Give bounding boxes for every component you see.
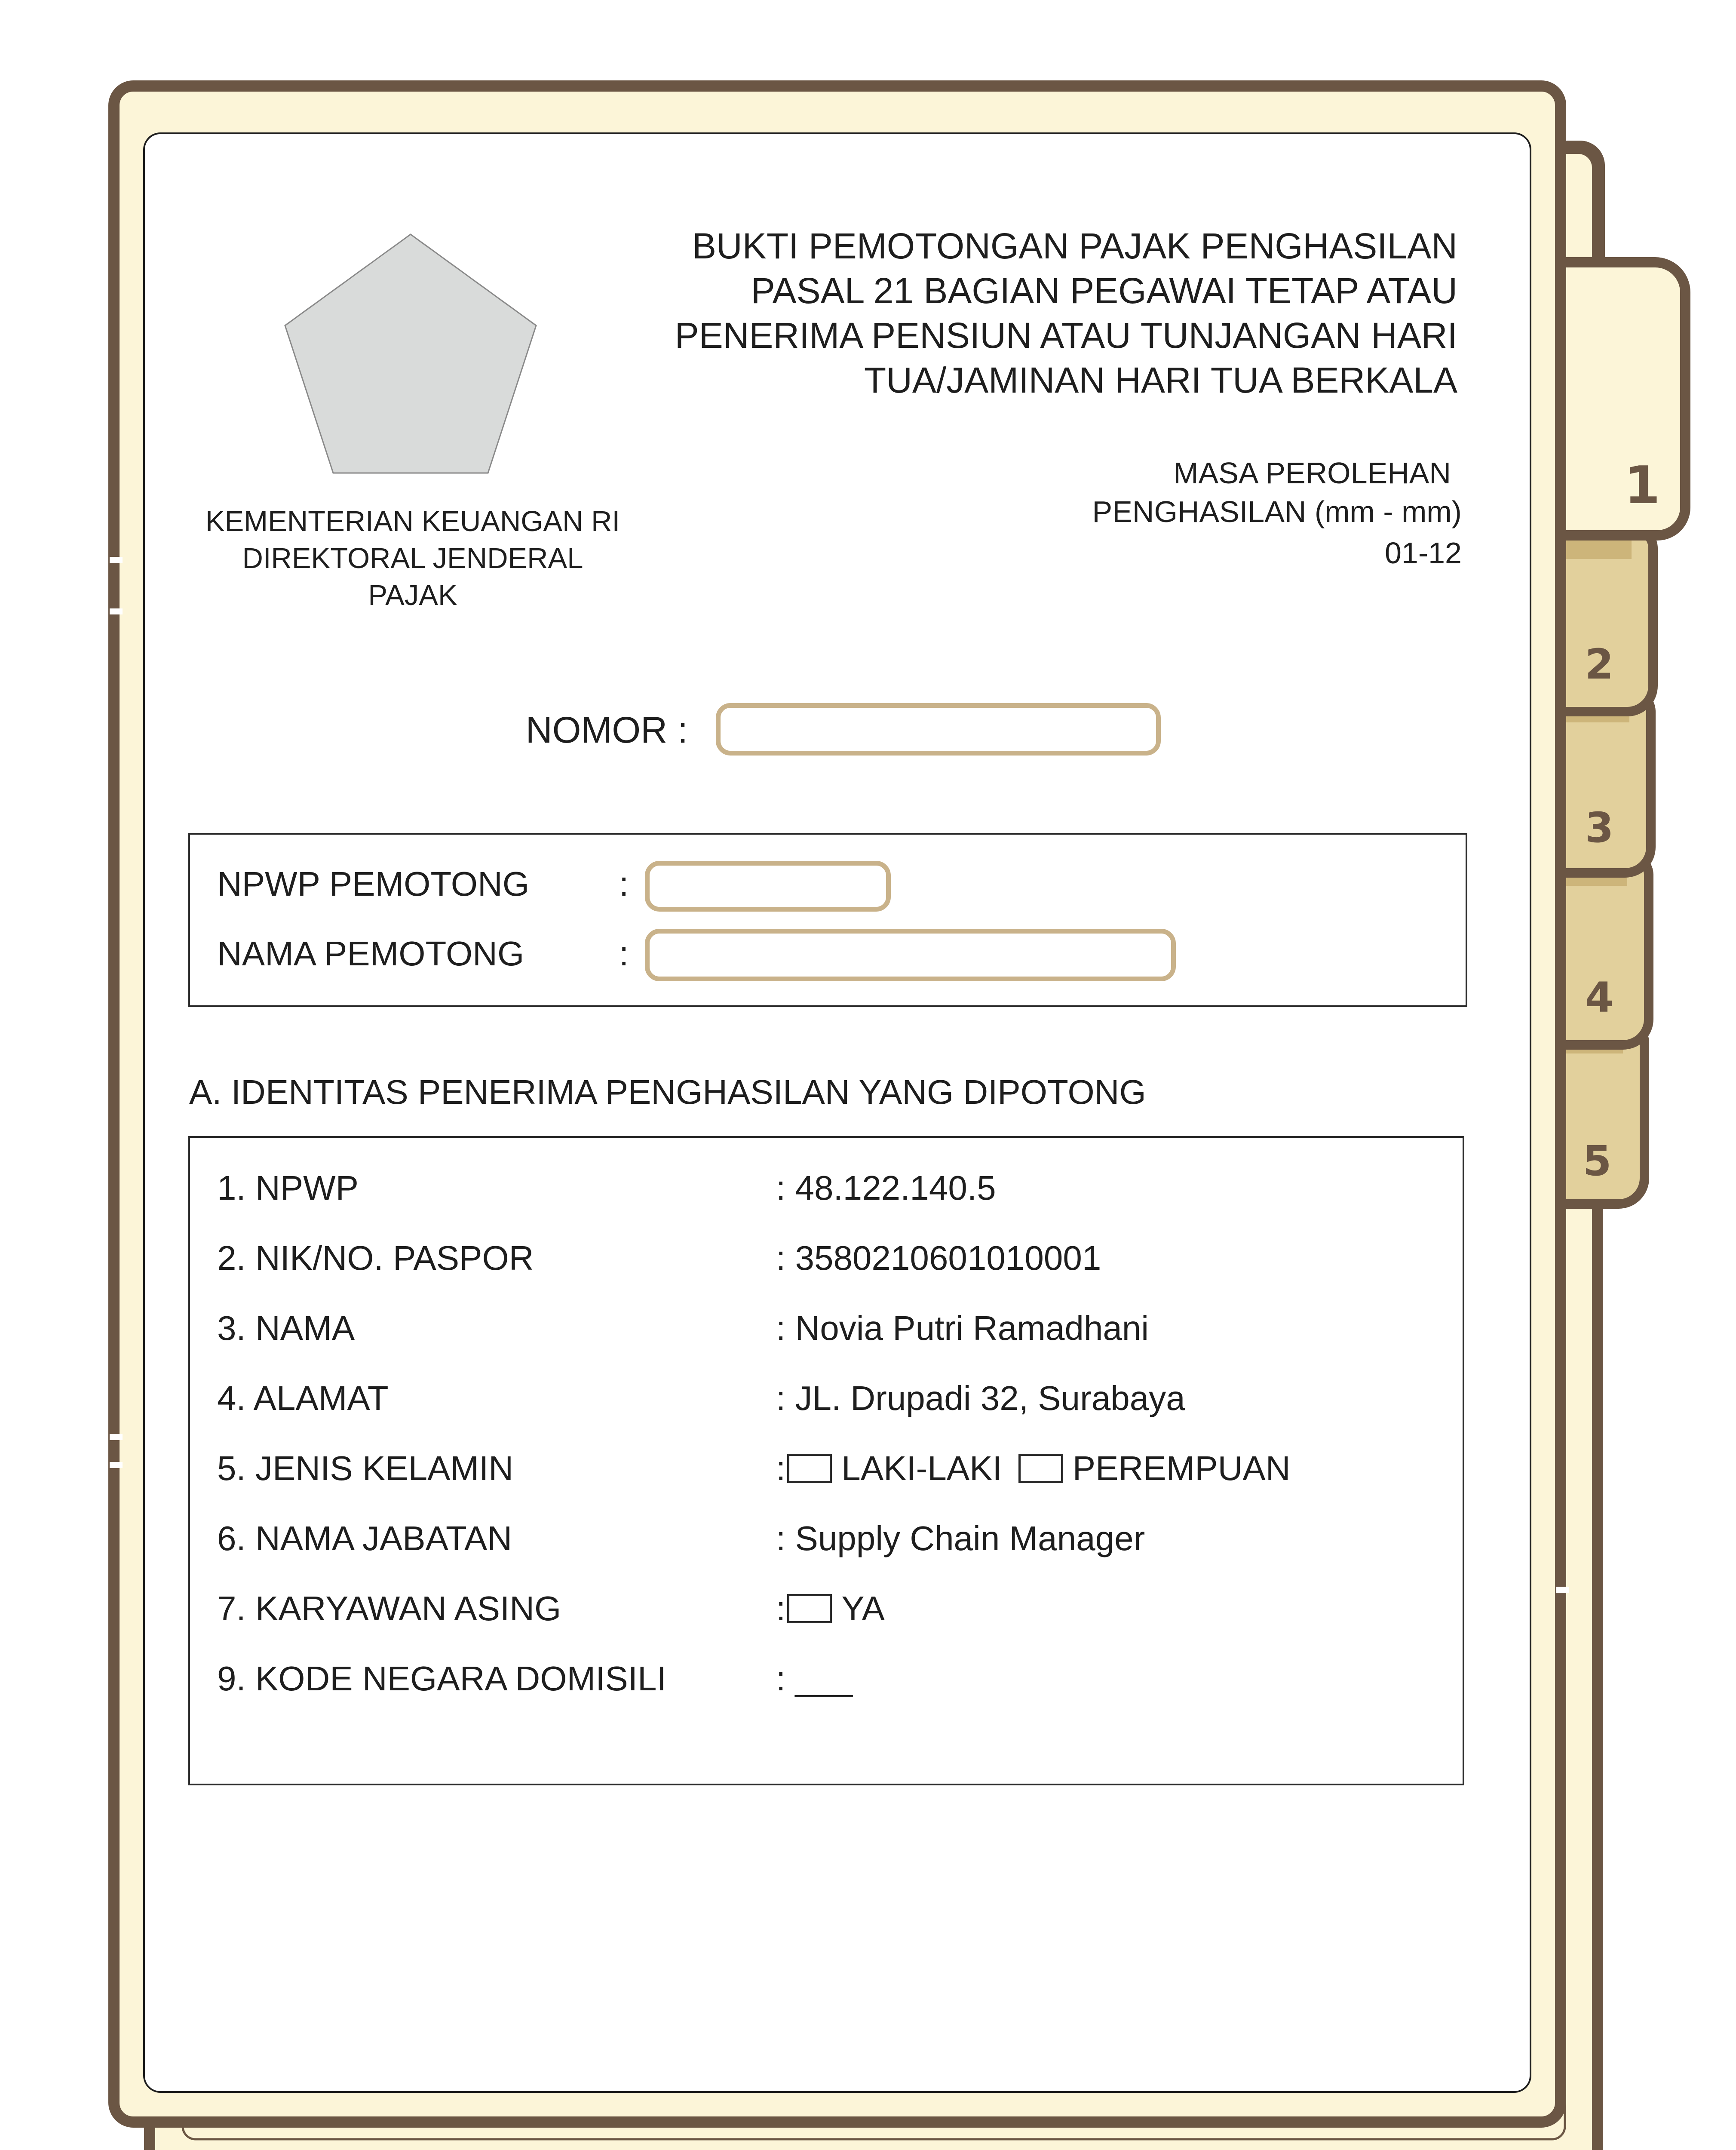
perempuan-checkbox[interactable] — [1018, 1454, 1063, 1483]
nama-pemotong-colon: : — [619, 934, 629, 973]
tab-1[interactable]: 1 — [1624, 456, 1660, 516]
row-jabatan-label: 6. NAMA JABATAN — [217, 1519, 512, 1557]
issuer-name — [163, 503, 662, 614]
perempuan-label: PEREMPUAN — [1072, 1449, 1291, 1487]
karyawan-asing-colon: : — [776, 1589, 786, 1628]
masa-perolehan — [1032, 454, 1462, 572]
row-npwp-label: 1. NPWP — [217, 1169, 359, 1207]
masa-label-line1: MASA PEROLEHAN — [1173, 456, 1451, 490]
tab-3[interactable]: 3 — [1585, 804, 1614, 852]
row-jabatan-value: : Supply Chain Manager — [776, 1519, 1145, 1557]
npwp-pemotong-input[interactable] — [645, 861, 891, 912]
row-alamat-value: : JL. Drupadi 32, Surabaya — [776, 1379, 1185, 1417]
ya-label: YA — [841, 1589, 885, 1628]
title-line: PENERIMA PENSIUN ATAU TUNJANGAN HARI — [675, 315, 1457, 356]
title-line: BUKTI PEMOTONGAN PAJAK PENGHASILAN — [692, 226, 1457, 266]
row-nik-label: 2. NIK/NO. PASPOR — [217, 1239, 534, 1277]
row-nama-value: : Novia Putri Ramadhani — [776, 1309, 1149, 1347]
binding-notch — [1556, 1587, 1569, 1593]
nama-pemotong-input[interactable] — [645, 929, 1176, 981]
row-jenis-kelamin-label: 5. JENIS KELAMIN — [217, 1449, 514, 1487]
masa-value: 01-12 — [1384, 536, 1462, 570]
jenis-kelamin-colon: : — [776, 1449, 786, 1487]
nama-pemotong-label: NAMA PEMOTONG — [217, 934, 524, 973]
binding-notch — [110, 557, 123, 563]
npwp-pemotong-label: NPWP PEMOTONG — [217, 865, 530, 903]
row-nik-value: : 3580210601010001 — [776, 1239, 1101, 1277]
laki-laki-label: LAKI-LAKI — [841, 1449, 1002, 1487]
nomor-label: NOMOR : — [525, 710, 688, 751]
tab-4[interactable]: 4 — [1585, 974, 1614, 1022]
row-kode-negara-value: : ___ — [776, 1659, 853, 1698]
binding-notch — [110, 1462, 123, 1468]
title-line: TUA/JAMINAN HARI TUA BERKALA — [864, 360, 1457, 400]
row-alamat-label: 4. ALAMAT — [217, 1379, 389, 1417]
nomor-input[interactable] — [716, 703, 1161, 756]
row-jenis-kelamin-options — [776, 1448, 1291, 1489]
binding-notch — [110, 1434, 123, 1440]
title-line: PASAL 21 BAGIAN PEGAWAI TETAP ATAU — [751, 270, 1457, 311]
row-nama-label: 3. NAMA — [217, 1309, 355, 1347]
ya-checkbox[interactable] — [787, 1594, 832, 1623]
row-karyawan-asing-options — [776, 1588, 885, 1629]
document-title — [580, 224, 1457, 402]
section-a-heading: A. IDENTITAS PENERIMA PENGHASILAN YANG DIPOTONG — [189, 1073, 1146, 1111]
laki-laki-checkbox[interactable] — [787, 1454, 832, 1483]
binding-notch — [110, 608, 123, 614]
issuer-line: KEMENTERIAN KEUANGAN RI — [205, 505, 620, 538]
row-karyawan-asing-label: 7. KARYAWAN ASING — [217, 1589, 561, 1628]
row-kode-negara-label: 9. KODE NEGARA DOMISILI — [217, 1659, 666, 1698]
masa-label-line2: PENGHASILAN (mm - mm) — [1092, 495, 1462, 528]
issuer-line: DIREKTORAL JENDERAL — [242, 542, 583, 574]
tab-5[interactable]: 5 — [1583, 1137, 1612, 1185]
issuer-line: PAJAK — [368, 579, 457, 611]
row-npwp-value: : 48.122.140.5 — [776, 1169, 996, 1207]
tab-2[interactable]: 2 — [1585, 640, 1614, 688]
npwp-pemotong-colon: : — [619, 865, 629, 903]
